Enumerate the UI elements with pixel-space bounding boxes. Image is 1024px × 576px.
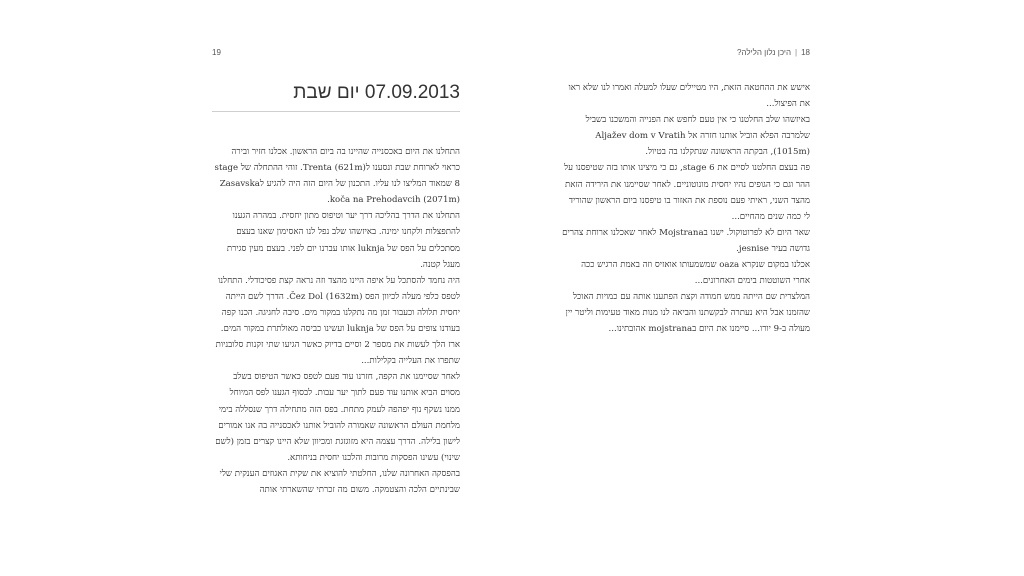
- paragraph: בהפסקה האחרונה שלנו, החלטתי להוציא את שקית האגוזים הענקית שלי שבינתיים הלכה והצטמקה. משום מה זכרתי שהשארתי אותה: [219, 468, 460, 495]
- header-separator: |: [795, 48, 798, 57]
- paragraph: התחלנו את היום באכסנייה שהיינו בה ביום הראשון. אכלנו חזיר ובירה כראוי לארוחת שבת ונסענו לTrenta (621m). זוהי ההתחלה של stage 8 שמאוד המליצו לנו עליו. התכנון של היום הזה היה להגיע לZasavska koča na Prehodavcih (2071m).: [214, 147, 460, 206]
- page-number-left: 19: [212, 48, 221, 57]
- page-number-right: 18: [801, 48, 810, 57]
- chapter-title: 07.09.2013 יום שבת: [212, 82, 460, 112]
- paragraph: פה בעצם החלטנו לסיים את stage 6, גם כי מיצינו אותו בזה שטיפסנו על ההר וגם כי הגופים נהיו יחסית מונוטוניים. לאחר שסיימנו את הירידה הזאת מהצד השני, ראיתי פעם נוספת את האזור בו טיפסנו ביום הראשון שהוריד לי כמה שנים מהחיים...: [564, 163, 810, 222]
- paragraph: אישש את ההחטאה הזאת, היו מטיילים שעלו למעלה ואמרו לנו שלא ראו את הפיצול...: [568, 83, 810, 110]
- paragraph: אכלנו במקום שנקרא oaza שמשמעותו אואזיס וזה באמת הרגיש ככה אחרי השוטטות בימים האחרונים...: [581, 260, 810, 287]
- left-body-text: [212, 144, 460, 520]
- paragraph: התחלנו את הדרך בהליכה דרך יער וטיפוס מתון יחסית. במהרה הגענו להתפצלות ולקחנו ימינה. באיזשהו שלב נפל לנו האסימון שאנו בעצם מסתכלים על הפס של luknja אותו עברנו יום לפני. בעצם מעין סגירת מעגל קטנה.: [226, 211, 460, 270]
- right-page: [512, 0, 1024, 576]
- paragraph: המלצרית שם הייתה ממש חמודה וקצת הפתענו אותה עם כמויות האוכל שהזמנו אבל היא נעתרה לבקשתנו והביאה לנו מנות מאוד טעימות וליטר יין מעולה ב-9 יורו... סיימנו את היום בmojstrana אהובתינו...: [565, 292, 810, 335]
- paragraph: שאר היום לא לפרוטוקול. ישנו בMojstrana לאחר שאכלנו ארוחת צהרים גדושה בעיר jesnise.: [562, 227, 810, 254]
- paragraph: באיזשהו שלב החלטנו כי אין טעם לחפש את הפנייה והמשכנו בשביל שלמרבה הפלא הוביל אותנו חזרה אל Aljažev dom v Vratih (1015m), הבקתה הראשונה שנתקלנו בה בטיול.: [585, 115, 810, 158]
- paragraph: היה נחמד להסתכל על איפה היינו מהצד וזה נראה קצת פסיכודלי. התחלנו לטפס כלפי מעלה לכיוון הפס Čez Dol (1632m). הדרך לשם הייתה יחסית תלולה וכעבור זמן מה נתקלנו במקור מים. סיבה לחגיגה. הכנו קפה בעודנו צופים על הפס של luknja ועשינו כביסה מאולתרת במקור המים. ארז הלך לעשות את מספר 2 וסיים בדיוק כאשר הגיעו שתי זקנות סלובניות שתפרו את העלייה בקלילות...: [215, 275, 460, 367]
- right-body-text: [562, 80, 810, 348]
- running-header: [737, 48, 810, 57]
- paragraph: לאחר שסיימנו את הקפה, חזרנו עוד פעם לטפס כאשר הטיפוס בשלב מסוים הביא אותנו עוד פעם לתוך יער עבות. לבסוף הגענו לפס המיוחל ממנו נשקף נוף יפהפה לעמק מתחת. בפס הזה מתחילה דרך שנסללה בימי מלחמת העולם הראשונה שאמורה להוביל אותנו לאכסנייה בה אנו אמורים לישון בלילה. הדרך עצמה היא מזוגזגת ומכיוון שלא היינו קצרים בזמן (לשם שינוי) עשינו הפסקות מרובות והלכנו יחסית בניחותא.: [215, 372, 460, 463]
- running-header-title: היכן נלון הלילה?: [736, 48, 792, 57]
